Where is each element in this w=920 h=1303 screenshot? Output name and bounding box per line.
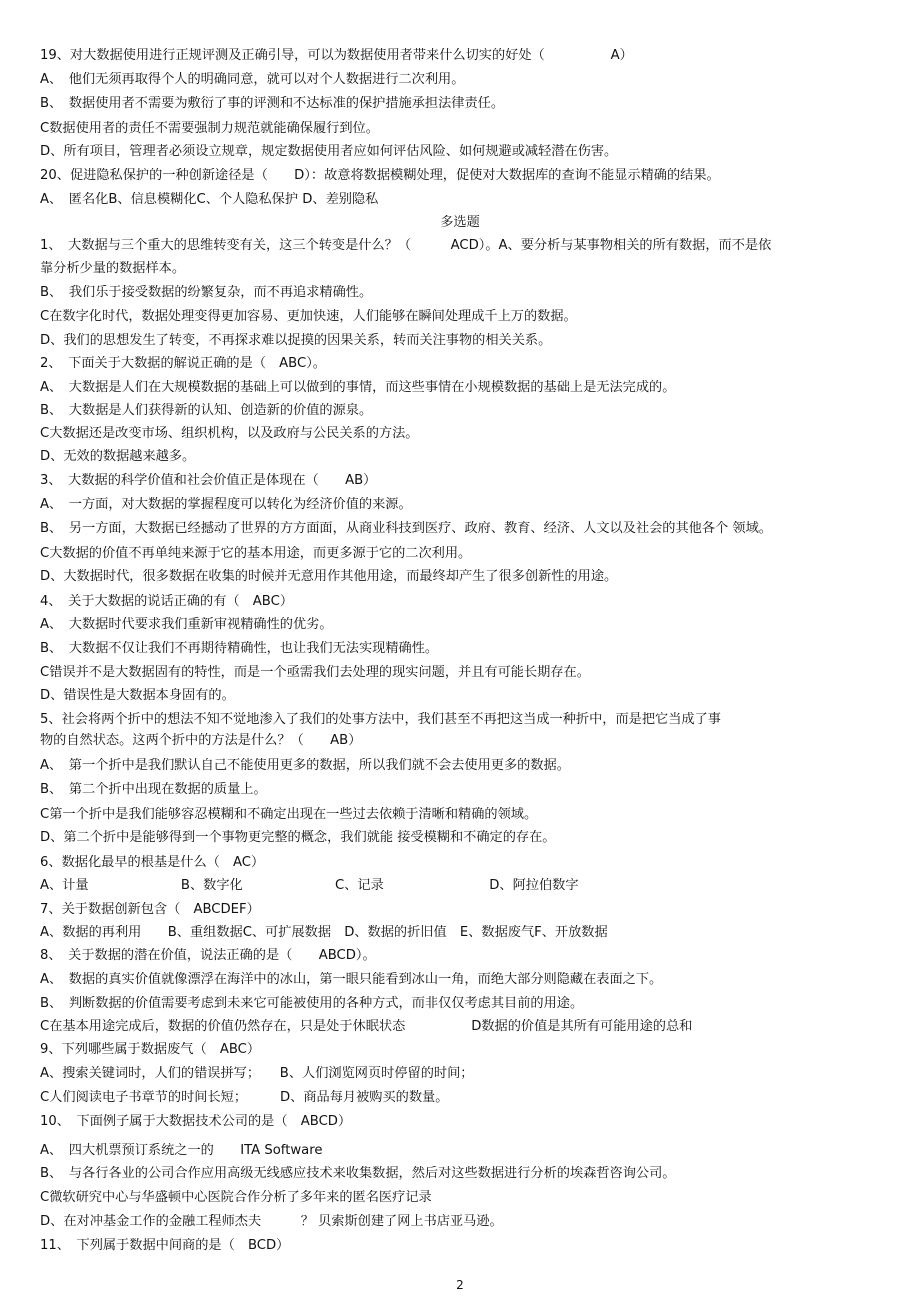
- text-line: B、 大数据不仅让我们不再期待精确性，也让我们无法实现精确性。: [40, 641, 439, 656]
- section-heading: 多选题: [440, 215, 480, 230]
- text-line: D、我们的思想发生了转变，不再探求难以捉摸的因果关系，转而关注事物的相关关系。: [40, 333, 552, 348]
- text-line: D、无效的数据越来越多。: [40, 449, 196, 464]
- text-line: 7、关于数据创新包含（ ABCDEF）: [40, 902, 260, 917]
- text-line: 20、促进隐私保护的一种创新途径是（ D）：故意将数据模糊处理，促使对大数据库的查询不能显示精确的结果。: [40, 168, 720, 183]
- text-line: 9、下列哪些属于数据废气（ ABC）: [40, 1042, 261, 1057]
- text-line: D、第二个折中是能够得到一个事物更完整的概念，我们就能 接受模糊和不确定的存在。: [40, 830, 556, 845]
- text-line: 3、 大数据的科学价值和社会价值正是体现在（ AB）: [40, 473, 377, 488]
- text-line: A、 四大机票预订系统之一的 ITA Software: [40, 1143, 323, 1158]
- text-line: C人们阅读电子书章节的时间长短； D、商品每月被购买的数量。: [40, 1090, 449, 1105]
- text-line: D、大数据时代，很多数据在收集的时候并无意用作其他用途，而最终却产生了很多创新性的用途。: [40, 569, 618, 584]
- text-line: C大数据的价值不再单纯来源于它的基本用途，而更多源于它的二次利用。: [40, 546, 472, 561]
- text-line: A、 大数据时代要求我们重新审视精确性的优劣。: [40, 617, 333, 632]
- text-line: 19、对大数据使用进行正规评测及正确引导，可以为数据使用者带来什么切实的好处（ A）: [40, 48, 633, 63]
- text-line: C在基本用途完成后，数据的价值仍然存在，只是处于休眠状态 D数据的价值是其所有可能用途的总和: [40, 1019, 693, 1034]
- text-line: B、 与各行各业的公司合作应用高级无线感应技术来收集数据，然后对这些数据进行分析的埃森哲咨询公司。: [40, 1166, 676, 1181]
- text-line: B、 我们乐于接受数据的纷繁复杂，而不再追求精确性。: [40, 285, 373, 300]
- text-line: 物的自然状态。这两个折中的方法是什么？（ AB）: [40, 733, 362, 748]
- text-line: 5、社会将两个折中的想法不知不觉地渗入了我们的处事方法中，我们甚至不再把这当成一种折中，而是把它当成了事: [40, 712, 721, 727]
- text-line: A、 他们无须再取得个人的明确同意，就可以对个人数据进行二次利用。: [40, 72, 465, 87]
- text-line: C大数据还是改变市场、组织机构，以及政府与公民关系的方法。: [40, 426, 419, 441]
- text-line: C数据使用者的责任不需要强制力规范就能确保履行到位。: [40, 121, 379, 136]
- text-line: C在数字化时代，数据处理变得更加容易、更加快速，人们能够在瞬间处理成千上万的数据。: [40, 309, 577, 324]
- text-line: 6、数据化最早的根基是什么（ AC）: [40, 855, 265, 870]
- text-line: C微软研究中心与华盛顿中心医院合作分析了多年来的匿名医疗记录: [40, 1190, 432, 1205]
- text-line: A、 数据的真实价值就像漂浮在海洋中的冰山，第一眼只能看到冰山一角，而绝大部分则隐藏在表面之下。: [40, 972, 663, 987]
- text-line: A、 大数据是人们在大规模数据的基础上可以做到的事情，而这些事情在小规模数据的基础上是无法完成的。: [40, 380, 676, 395]
- text-line: A、 第一个折中是我们默认自己不能使用更多的数据，所以我们就不会去使用更多的数据。: [40, 758, 570, 773]
- text-line: D、在对冲基金工作的金融工程师杰夫 ？ 贝索斯创建了网上书店亚马逊。: [40, 1214, 503, 1229]
- text-line: 1、 大数据与三个重大的思维转变有关，这三个转变是什么？（ ACD）。A、要分析与某事物相关的所有数据，而不是依: [40, 238, 772, 253]
- text-line: B、 另一方面，大数据已经撼动了世界的方方面面，从商业科技到医疗、政府、教育、经济、人文以及社会的其他各个 领域。: [40, 521, 772, 536]
- text-line: C第一个折中是我们能够容忍模糊和不确定出现在一些过去依赖于清晰和精确的领域。: [40, 807, 538, 822]
- text-line: 靠分析少量的数据样本。: [40, 261, 186, 276]
- text-line: A、数据的再利用 B、重组数据C、可扩展数据 D、数据的折旧值 E、数据废气F、开放数据: [40, 925, 608, 940]
- text-line: B、 数据使用者不需要为敷衍了事的评测和不达标准的保护措施承担法律责任。: [40, 96, 505, 111]
- text-line: B、 判断数据的价值需要考虑到未来它可能被使用的各种方式，而非仅仅考虑其目前的用途。: [40, 996, 584, 1011]
- text-line: 4、 关于大数据的说话正确的有（ ABC）: [40, 594, 294, 609]
- text-line: 11、 下列属于数据中间商的是（ BCD）: [40, 1238, 290, 1253]
- text-line: B、 大数据是人们获得新的认知、创造新的价值的源泉。: [40, 403, 373, 418]
- text-line: 10、 下面例子属于大数据技术公司的是（ ABCD）: [40, 1114, 352, 1129]
- text-line: 2、 下面关于大数据的解说正确的是（ ABC）。: [40, 356, 326, 371]
- text-line: D、所有项目，管理者必须设立规章，规定数据使用者应如何评估风险、如何规避或减轻潜在伤害。: [40, 144, 618, 159]
- text-line: A、搜索关键词时，人们的错误拼写； B、人们浏览网页时停留的时间；: [40, 1066, 474, 1081]
- text-line: D、错误性是大数据本身固有的。: [40, 688, 235, 703]
- text-line: A、 一方面，对大数据的掌握程度可以转化为经济价值的来源。: [40, 497, 412, 512]
- text-line: A、计量 B、数字化 C、记录 D、阿拉伯数字: [40, 878, 579, 893]
- text-line: 8、 关于数据的潜在价值，说法正确的是（ ABCD）。: [40, 948, 376, 963]
- text-line: B、 第二个折中出现在数据的质量上。: [40, 782, 267, 797]
- text-line: C错误并不是大数据固有的特性，而是一个亟需我们去处理的现实问题，并且有可能长期存在。: [40, 665, 590, 680]
- page-number: 2: [456, 1278, 464, 1292]
- text-line: A、 匿名化B、信息模糊化C、个人隐私保护 D、差别隐私: [40, 192, 379, 207]
